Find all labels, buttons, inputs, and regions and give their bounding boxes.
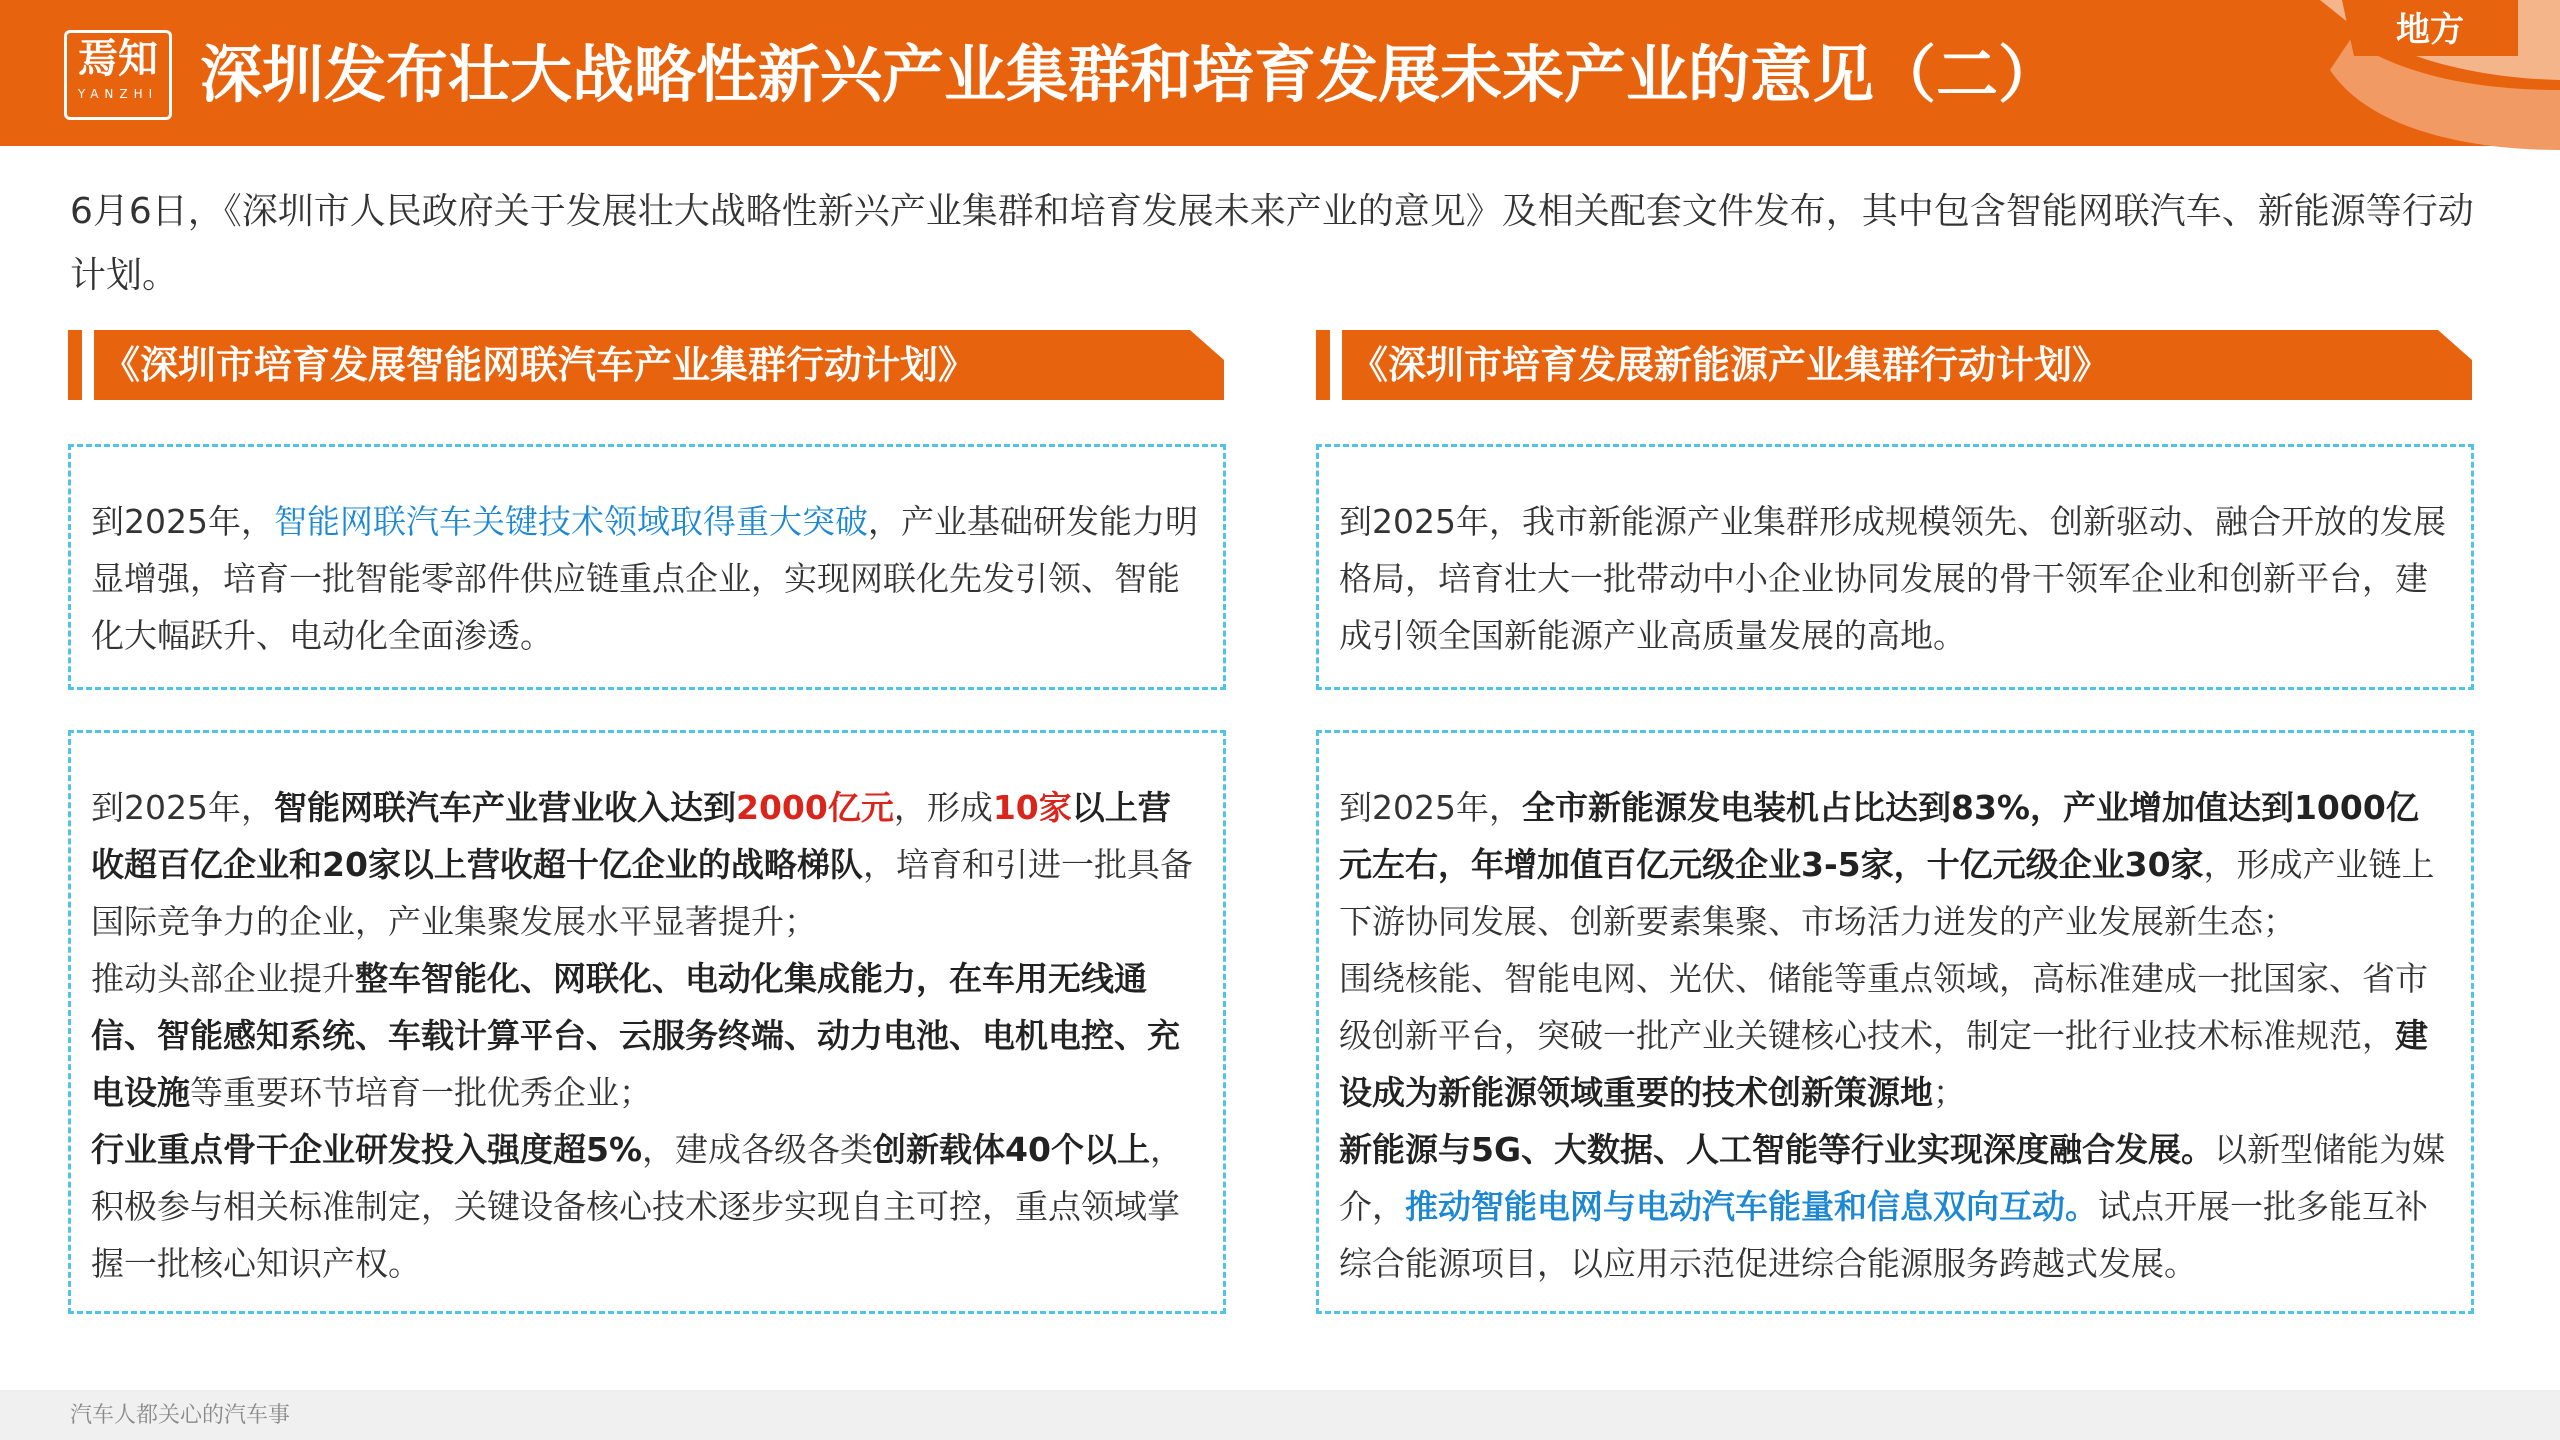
left-banner-title: 《深圳市培育发展智能网联汽车产业集群行动计划》 [102,343,977,387]
right-banner-title: 《深圳市培育发展新能源产业集群行动计划》 [1350,343,2111,387]
right-content-p2: 围绕核能、智能电网、光伏、储能等重点领域，高标准建成一批国家、省市级创新平台，突破一批产业关键核心技术，制定一批行业技术标准规范，建设成为新能源领域重要的技术创新策源地； [1339,959,2428,1112]
left-content-p3: 行业重点骨干企业研发投入强度超5%，建成各级各类创新载体40个以上，积极参与相关标准制定，关键设备核心技术逐步实现自主可控，重点领域掌握一批核心知识产权。 [91,1130,1183,1283]
left-content-box [68,730,1226,1314]
left-content-text [71,733,1223,1292]
logo-subtext: YANZHI [77,87,159,101]
left-goal-text: 到2025年，智能网联汽车关键技术领域取得重大突破，产业基础研发能力明显增强，培育一批智能零部件供应链重点企业，实现网联化先发引领、智能化大幅跃升、电动化全面渗透。 [91,502,1198,655]
left-column [68,330,1228,1314]
page-title: 深圳发布壮大战略性新兴产业集群和培育发展未来产业的意见（二） [200,38,2061,111]
right-goal-text: 到2025年，我市新能源产业集群形成规模领先、创新驱动、融合开放的发展格局，培育壮大一批带动中小企业协同发展的骨干领军企业和创新平台，建成引领全国新能源产业高质量发展的高地。 [1339,502,2446,655]
footer-slogan: 汽车人都关心的汽车事 [70,1402,291,1427]
intro-paragraph: 6月6日，《深圳市人民政府关于发展壮大战略性新兴产业集群和培育发展未来产业的意见》及相关配套文件发布，其中包含智能网联汽车、新能源等行动计划。 [70,191,2474,296]
category-tag: 地方 [2396,10,2464,50]
logo [64,30,172,120]
banner-accent [1316,330,1330,400]
left-content-p2: 推动头部企业提升整车智能化、网联化、电动化集成能力，在车用无线通信、智能感知系统、车载计算平台、云服务终端、动力电池、电机电控、充电设施等重要环节培育一批优秀企业； [91,959,1180,1112]
right-content-text [1319,733,2471,1292]
left-goal-box [68,444,1226,690]
right-content-p3: 新能源与5G、大数据、人工智能等行业实现深度融合发展。以新型储能为媒介，推动智能电网与电动汽车能量和信息双向互动。试点开展一批多能互补综合能源项目，以应用示范促进综合能源服务跨越式发展。 [1339,1130,2446,1283]
left-section-banner [68,330,1228,404]
footer-bar [0,1390,2560,1440]
right-content-box [1316,730,2474,1314]
right-section-banner [1316,330,2476,404]
right-goal-box [1316,444,2474,690]
right-column [1316,330,2476,1314]
right-content-p1: 到2025年，全市新能源发电装机占比达到83%，产业增加值达到1000亿元左右，年增加值百亿元级企业3-5家，十亿元级企业30家，形成产业链上下游协同发展、创新要素集聚、市场活力迸发的产业发展新生态； [1339,788,2435,941]
banner-accent [68,330,82,400]
left-content-p1: 到2025年，智能网联汽车产业营业收入达到2000亿元，形成10家以上营收超百亿企业和20家以上营收超十亿企业的战略梯队，培育和引进一批具备国际竞争力的企业，产业集聚发展水平显著提升； [91,788,1193,941]
logo-glyphs: 焉知 [78,35,158,82]
